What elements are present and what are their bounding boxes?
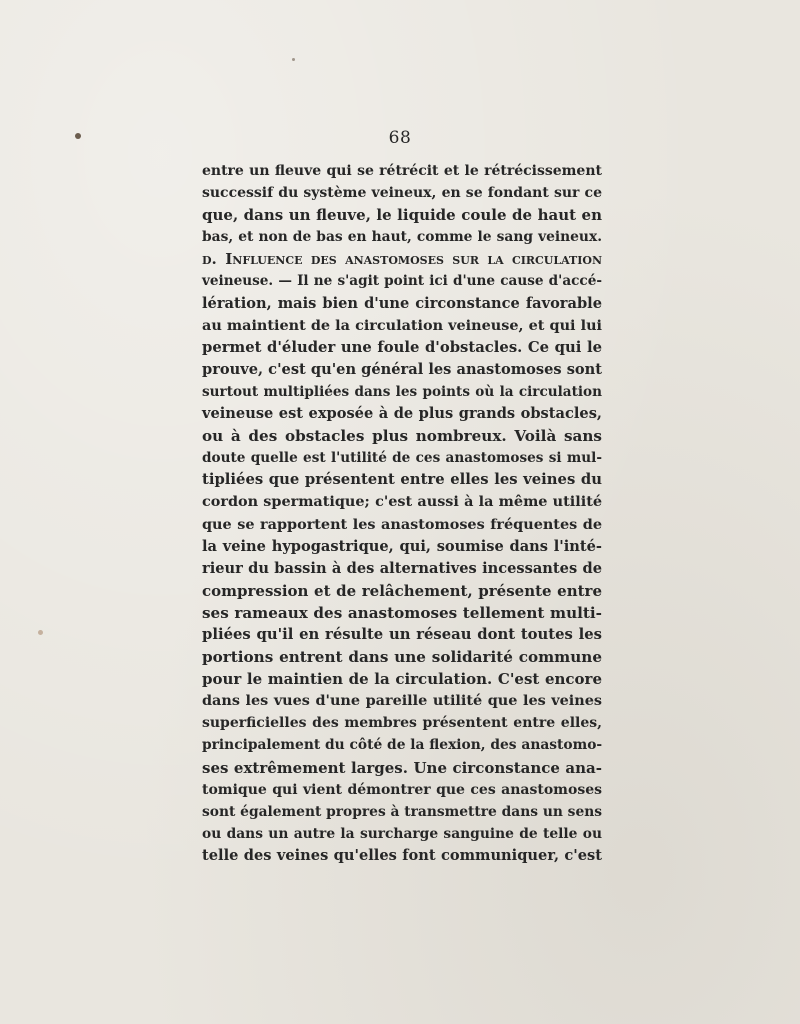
text-line: successif du système veineux, en se fondant sur ce xyxy=(202,185,602,202)
text-line: rieur du bassin à des alternatives incessantes de xyxy=(202,559,602,577)
text-line: ou dans un autre la surcharge sanguine de telle ou xyxy=(202,825,602,842)
text-line: bas, et non de bas en haut, comme le sang veineux. xyxy=(202,229,602,246)
text-line: tomique qui vient démontrer que ces anastomoses xyxy=(202,781,602,798)
text-line: sont également propres à transmettre dans un sens xyxy=(202,803,603,820)
text-line: pour le maintien de la circulation. C'est encore xyxy=(202,670,602,689)
ink-spot xyxy=(38,630,43,635)
text-line: doute quelle est l'utilité de ces anastomoses si mul- xyxy=(202,450,602,467)
text-line: ou à des obstacles plus nombreux. Voilà sans xyxy=(202,427,602,446)
text-line: entre un fleuve qui se rétrécit et le rétrécissement xyxy=(202,163,602,179)
text-line: ses rameaux des anastomoses tellement multi- xyxy=(202,603,602,622)
text-line: prouve, c'est qu'en général les anastomoses sont xyxy=(202,360,602,378)
section-heading: d. Influence des anastomoses sur la circulation xyxy=(202,250,602,269)
text-line: principalement du côté de la flexion, des anastomo- xyxy=(202,737,603,754)
text-line: telle des veines qu'elles font communiquer, c'est xyxy=(202,846,602,864)
text-line: veineuse est exposée à de plus grands obstacles, xyxy=(202,405,602,423)
text-line: pliées qu'il en résulte un réseau dont toutes les xyxy=(202,625,602,643)
text-line: surtout multipliées dans les points où la circulation xyxy=(202,383,602,400)
text-line: que, dans un fleuve, le liquide coule de haut en xyxy=(202,206,602,225)
body-text xyxy=(202,160,602,867)
text-line: dans les vues d'une pareille utilité que les veines xyxy=(202,692,602,710)
text-line: ses extrêmement larges. Une circonstance ana- xyxy=(202,758,602,777)
page-number: 68 xyxy=(388,128,412,148)
text-line: superficielles des membres présentent entre elles, xyxy=(202,715,602,732)
text-line: compression et de relâchement, présente entre xyxy=(202,581,602,600)
text-line: cordon spermatique; c'est aussi à la même utilité xyxy=(202,493,602,511)
text-line: la veine hypogastrique, qui, soumise dans l'inté- xyxy=(202,537,602,555)
text-line: veineuse. — Il ne s'agit point ici d'une cause d'accé- xyxy=(202,273,602,290)
text-line: tipliées que présentent entre elles les veines du xyxy=(202,471,602,489)
text-line: permet d'éluder une foule d'obstacles. Ce qui le xyxy=(202,338,602,356)
text-line: lération, mais bien d'une circonstance favorable xyxy=(202,294,602,312)
ink-spot xyxy=(292,58,295,61)
text-line: au maintient de la circulation veineuse, et qui lui xyxy=(202,316,602,334)
text-line: que se rapportent les anastomoses fréquentes de xyxy=(202,515,602,533)
text-line: portions entrent dans une solidarité commune xyxy=(202,648,602,667)
